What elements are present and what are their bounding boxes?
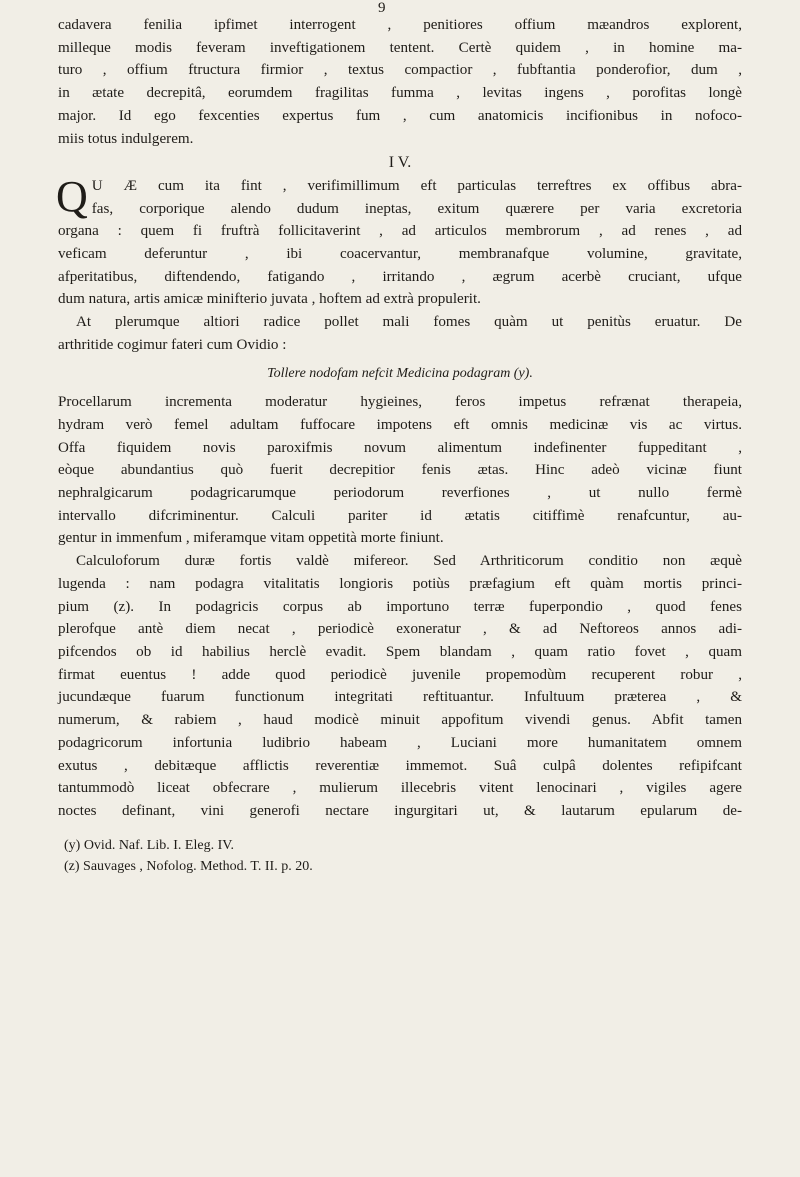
footnotes	[58, 835, 742, 877]
text-line: arthritide cogimur fateri cum Ovidio :	[58, 336, 287, 353]
verse-quotation: Tollere nodofam nefcit Medicina podagram (y).	[267, 365, 533, 381]
text-line: tantummodò liceat obfecrare , mulierum illecebris vitent lenocinari , vigiles agere	[58, 780, 742, 797]
text-line: pifcendos ob id habilius herclè evadit. Spem blandam , quam ratio fovet , quam	[58, 643, 742, 660]
page-number: 9	[378, 0, 386, 16]
section-heading: I V.	[388, 154, 412, 172]
text-line: afperitatibus, diftendendo, fatigando , irritando , ægrum acerbè cruciant, ufque	[58, 268, 742, 285]
paragraph-5	[58, 550, 742, 822]
footnote: (y) Ovid. Naf. Lib. I. Eleg. IV.	[64, 837, 235, 853]
text-line: At plerumque altiori radice pollet mali fomes quàm ut penitùs eruatur. De	[76, 314, 742, 331]
text-line: intervallo difcriminentur. Calculi pariter id ætatis citiffimè renafcuntur, au-	[58, 507, 742, 524]
text-line: U Æ cum ita fint , verifimillimum eft particulas terreftres ex offibus abra-	[91, 177, 742, 194]
footnote: (z) Sauvages , Nofolog. Method. T. II. p. 20.	[64, 858, 313, 874]
text-line: plerofque antè diem necat , periodicè exoneratur , & ad Neftoreos annos adi-	[58, 621, 742, 638]
text-line: cadavera fenilia ipfimet interrogent , penitiores offium mæandros explorent,	[58, 17, 742, 33]
body-text	[58, 14, 742, 877]
paragraph-4	[58, 391, 742, 550]
text-line: Offa fiquidem novis paroxifmis novum alimentum indefinenter fuppeditant ,	[58, 439, 742, 456]
text-line: noctes definant, vini generofi nectare ingurgitari ut, & lautarum epularum de-	[58, 802, 742, 819]
text-line: eòque abundantius quò fuerit decrepitior fenis ætas. Hinc adeò vicinæ fiunt	[58, 462, 742, 479]
text-line: Calculoforum duræ fortis valdè mifereor. Sed Arthriticorum conditio non æquè	[76, 553, 742, 570]
paragraph-1	[58, 14, 742, 150]
text-line: jucundæque fuarum functionum integritati reftituantur. Infultuum præterea , &	[58, 689, 742, 706]
text-line: firmat euentus ! adde quod periodicè juvenile propemodùm recuperent robur ,	[58, 666, 742, 683]
drop-cap: Q	[56, 171, 88, 221]
text-line: nephralgicarum podagricarumque periodorum reverfiones , ut nullo fermè	[58, 485, 742, 502]
paragraph-3	[58, 311, 742, 356]
text-line: lugenda : nam podagra vitalitatis longioris potiùs præfagium eft quàm mortis princi-	[58, 575, 742, 592]
text-line: podagricorum infortunia ludibrio habeam , Luciani more humanitatem omnem	[58, 734, 742, 751]
text-line: veficam deferuntur , ibi coacervantur, membranafque volumine, gravitate,	[58, 246, 742, 263]
text-line: exutus , debitæque afflictis reverentiæ immemot. Suâ culpâ dolentes refipifcant	[58, 757, 742, 774]
text-line: major. Id ego fexcenties expertus fum , cum anatomicis incifionibus in nofoco-	[58, 107, 742, 124]
text-line: fas, corporique alendo dudum ineptas, exitum quærere per varia excretoria	[91, 200, 742, 217]
text-line: miis totus indulgerem.	[58, 130, 194, 147]
text-line: organa : quem fi fruftrà follicitaverint , ad articulos membrorum , ad renes , ad	[58, 223, 742, 240]
text-line: dum natura, artis amicæ minifterio juvata , hoftem ad extrà propulerit.	[58, 291, 481, 308]
text-line: pium (z). In podagricis corpus ab importuno terræ fuperpondio , quod fenes	[58, 598, 742, 615]
text-line: hydram verò femel adultam fuffocare impotens eft omnis medicinæ vis ac virtus.	[58, 416, 742, 433]
text-line: numerum, & rabiem , haud modicè minuit appofitum vivendi genus. Abfit tamen	[58, 712, 742, 729]
text-line: milleque modis feveram inveftigationem tentent. Certè quidem , in homine ma-	[58, 39, 742, 56]
text-line: turo , offium ftructura firmior , textus compactior , fubftantia ponderofior, dum ,	[58, 62, 742, 79]
text-line: in ætate decrepitâ, eorumdem fragilitas fumma , levitas ingens , porofitas longè	[58, 85, 742, 102]
paragraph-2	[56, 171, 742, 311]
text-line: gentur in immenfum , miferamque vitam oppetità morte finiunt.	[58, 530, 444, 547]
text-line: Procellarum incrementa moderatur hygieines, feros impetus refrænat therapeia,	[58, 394, 742, 411]
